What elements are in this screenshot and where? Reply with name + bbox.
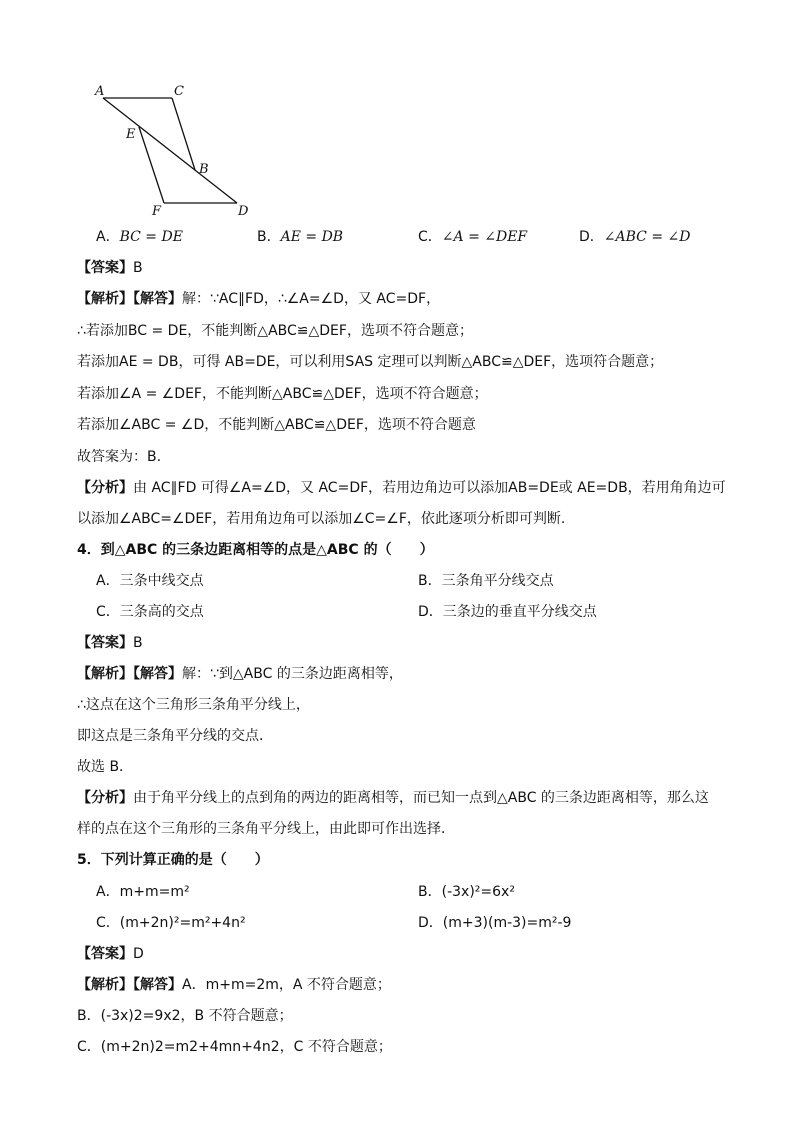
q3-solution-line-2: ∴若添加BC = DE，不能判断△ABC≌△DEF，选项不符合题意；	[77, 323, 473, 339]
q5-option-d: D．(m+3)(m-3)=m²-9	[418, 915, 572, 931]
q3-option-a: A．BC = DE	[96, 229, 183, 245]
q3-option-c: C．∠A = ∠DEF	[418, 229, 528, 245]
q4-solution-line-3: 即这点是三条角平分线的交点．	[77, 728, 273, 744]
q4-option-c: C．三条高的交点	[96, 604, 204, 620]
q4-answer: 【答案】B	[77, 635, 143, 651]
q4-option-b: B．三条角平分线交点	[418, 573, 554, 589]
q4-option-d: D．三条边的垂直平分线交点	[418, 604, 597, 620]
q3-solution-line-3: 若添加AE = DB，可得 AB=DE，可以利用SAS 定理可以判断△ABC≌△DEF，选项符合题意；	[77, 354, 664, 370]
q3-solution-line-6: 故答案为：B.	[77, 449, 162, 465]
q4-option-a: A．三条中线交点	[96, 573, 204, 589]
q5-option-a: A．m+m=m²	[96, 884, 190, 900]
q5-option-c: C．(m+2n)²=m²+4n²	[96, 915, 246, 931]
label-e: E	[126, 127, 136, 142]
q3-analysis-line-2: 以添加∠ABC=∠DEF，若用角边角可以添加∠C=∠F，依此逐项分析即可判断.	[77, 511, 566, 527]
q3-solution-line-4: 若添加∠A = ∠DEF，不能判断△ABC≌△DEF，选项不符合题意；	[77, 386, 488, 402]
q3-analysis-line-1: 【分析】由 AC∥FD 可得∠A=∠D，又 AC=DF，若用边角边可以添加AB=DE或 AE=DB，若用角角边可	[77, 480, 726, 496]
segment-ef	[139, 127, 164, 203]
q4-analysis-line-1: 【分析】由于角平分线上的点到角的两边的距离相等，而已知一点到△ABC 的三条边距离相等，那么这	[77, 790, 709, 806]
q4-solution-line-4: 故选 B．	[77, 759, 134, 775]
q3-answer: 【答案】B	[77, 260, 143, 276]
q3-option-b: B．AE = DB	[257, 229, 344, 245]
q4-stem: 4．到△ABC 的三条边距离相等的点是△ABC 的（ ）	[77, 542, 434, 558]
q5-solution-line-2: B．(-3x)2=9x2，B 不符合题意；	[77, 1008, 293, 1024]
q5-solution-line-1: 【解析】【解答】A．m+m=2m，A 不符合题意；	[77, 977, 391, 993]
q3-solution-line-5: 若添加∠ABC = ∠D，不能判断△ABC≌△DEF，选项不符合题意	[77, 417, 476, 433]
q5-answer: 【答案】D	[77, 946, 144, 962]
q5-stem: 5．下列计算正确的是（ ）	[77, 852, 269, 868]
q5-solution-line-3: C．(m+2n)2=m2+4mn+4n2，C 不符合题意；	[77, 1039, 392, 1055]
label-c: C	[174, 84, 184, 99]
segment-cb	[172, 98, 195, 170]
q4-solution-line-1: 【解析】【解答】解：∵到△ABC 的三条边距离相等，	[77, 666, 403, 682]
segment-ad	[103, 98, 237, 203]
q4-solution-line-2: ∴这点在这个三角形三条角平分线上，	[77, 697, 310, 713]
label-a: A	[95, 84, 105, 99]
label-b: B	[199, 162, 209, 177]
q3-solution-line-1: 【解析】【解答】解：∵AC∥FD，∴∠A=∠D，又 AC=DF，	[77, 291, 441, 307]
q3-option-d: D．∠ABC = ∠D	[579, 229, 691, 245]
label-f: F	[152, 204, 162, 219]
q5-option-b: B．(-3x)²=6x²	[418, 884, 515, 900]
label-d: D	[238, 204, 249, 219]
q4-analysis-line-2: 样的点在这个三角形的三条角平分线上，由此即可作出选择．	[77, 821, 455, 837]
